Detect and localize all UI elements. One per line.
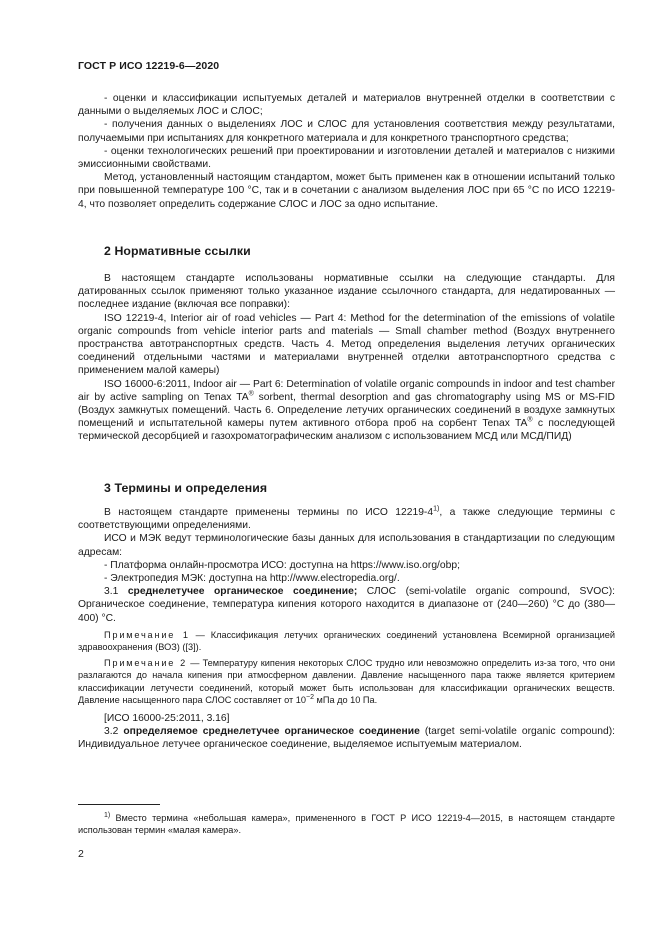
term-3-2-name: определяемое среднелетучее органическое соединение [123,726,420,738]
section-2-intro: В настоящем стандарте использованы нормативные ссылки на следующие стандарты. Для датированных ссылок применяют только указанное издание ссылочного стандарта, для недатированных — последнее издание (включая все поправки): [78,273,615,311]
term-3-2-number: 3.2 [104,726,124,738]
section-2-body [78,272,615,444]
term-3-2-definition: (target semi-volatile organic compound): Индивидуальное летучее органическое соединение, выделяемое испытуемым материалом. [78,726,616,751]
note-2 [78,657,615,706]
note-2-label: Примечание 2 [104,658,188,669]
section-3-intro-text: В настоящем стандарте применены термины по ИСО 12219-4 [104,507,434,518]
section-2-heading: 2 Нормативные ссылки [104,244,251,258]
page-number: 2 [78,848,84,860]
term-3-1-number: 3.1 [104,586,128,598]
section-3-intro [78,506,615,532]
iso-obp-address: - Платформа онлайн-просмотра ИСО: доступна на https://www.iso.org/obp; [104,559,460,571]
intro-text [78,92,615,211]
footnote [78,812,615,836]
ref-text-part-2: sorbent, thermal desorption and gas chromatography using MS or MS-FID (Воздух замкнутых помещений. Часть 6. Определение летучих органических соединений в воздухе замкнутых помещений и испытательной камеры путем активного отбора проб на сорбент Tenax TA [78,391,615,430]
iec-electropedia-address: - Электропедия МЭК: доступна на http://www.electropedia.org/. [104,573,400,585]
note-1 [78,629,615,653]
normative-ref-iso-12219-4: ISO 12219-4, Interior air of road vehicles — Part 4: Method for the determination of the emissions of volatile organic compounds from vehicle interior parts and materials — Small chamber method (Воздух внутреннего пространства автотранспортных средств. Часть 4. Метод определения выделения летучих органических соединений отдельными частями и материалами внутренней отделки автотранспортного средства с применением малой камеры) [78,312,615,377]
footnote-ref-1: 1) [433,505,440,513]
footnote-divider [78,804,160,805]
term-3-1 [78,585,615,625]
ref-text-part-3: с последующей термической десорбцией и газохроматографическим анализом с использованием МСД или МСД/ПИД) [78,418,615,443]
footnote-text: Вместо термина «небольшая камера», примененного в ГОСТ Р ИСО 12219-4—2015, в настоящем стандарте использован термин «малая камера». [78,813,615,836]
note-1-label: Примечание 1 [104,629,190,640]
page-header-standard: ГОСТ Р ИСО 12219-6—2020 [78,60,220,72]
intro-item-2: - получения данных о выделениях ЛОС и СЛОС для установления соответствия между результатами, получаемыми при испытаниях для конкретного материала и для конкретного транспортного средства; [78,119,615,144]
term-3-1-source: [ИСО 16000-25:2011, 3.16] [104,713,230,725]
ref-text-part-1: ISO 16000-6:2011, Indoor air — Part 6: Determination of volatile organic compounds in indoor and test chamber air by active sampling on Tenax TA [78,378,615,403]
term-3-1-name: среднелетучее органическое соединение; [127,586,358,598]
section-3-heading: 3 Термины и определения [104,481,268,495]
note-2-text: — Температуру кипения некоторых СЛОС трудно или невозможно определить из-за того, что они разлагаются до начала кипения при атмосферном давлении. Давление насыщенного пара также является критерием классификации летучести соединений, который может быть использован для классификации органических веществ. Давление насыщенного пара СЛОС составляет от 10 [78,658,615,705]
normative-ref-iso-16000-6 [78,378,615,444]
note-2-text-end: мПа до 10 Па. [313,694,378,705]
intro-method-paragraph: Метод, установленный настоящим стандартом, может быть применен как в отношении испытаний только при повышенной температуре 100 °С, так и в сочетании с анализом выделения ЛОС при 65 °С по ИСО 12219-4, что позволяет определить содержание СЛОС и ЛОС за одно испытание. [78,172,615,210]
note-1-text: — Классификация летучих органических соединений установлена Всемирной организацией здравоохранения (ВОЗ) ([3]). [78,629,615,653]
term-3-1-definition: СЛОС (semi-volatile organic compound, SVOC): Органическое соединение, температура кипения которого находится в диапазоне от (240—260) °С до (380—400) °С. [78,586,615,624]
section-3-intro-text-end: , а также следующие термины с соответствующими определениями. [78,507,615,532]
registered-mark-2: ® [527,416,533,424]
term-3-2 [78,725,615,751]
terminology-databases: ИСО и МЭК ведут терминологические базы данных для использования в стандартизации по следующим адресам: [78,533,615,558]
intro-item-3: - оценки технологических решений при проектировании и изготовлении деталей и материалов с низкими эмиссионными свойствами. [78,145,615,171]
note-2-exponent: −2 [305,693,314,701]
intro-item-1: - оценки и классификации испытуемых деталей и материалов внутренней отделки в соответствии с данными о выделяемых ЛОС и СЛОС; [78,93,615,118]
registered-mark-1: ® [248,390,254,398]
footnote-mark: 1) [104,811,111,819]
section-3-body [78,506,615,752]
